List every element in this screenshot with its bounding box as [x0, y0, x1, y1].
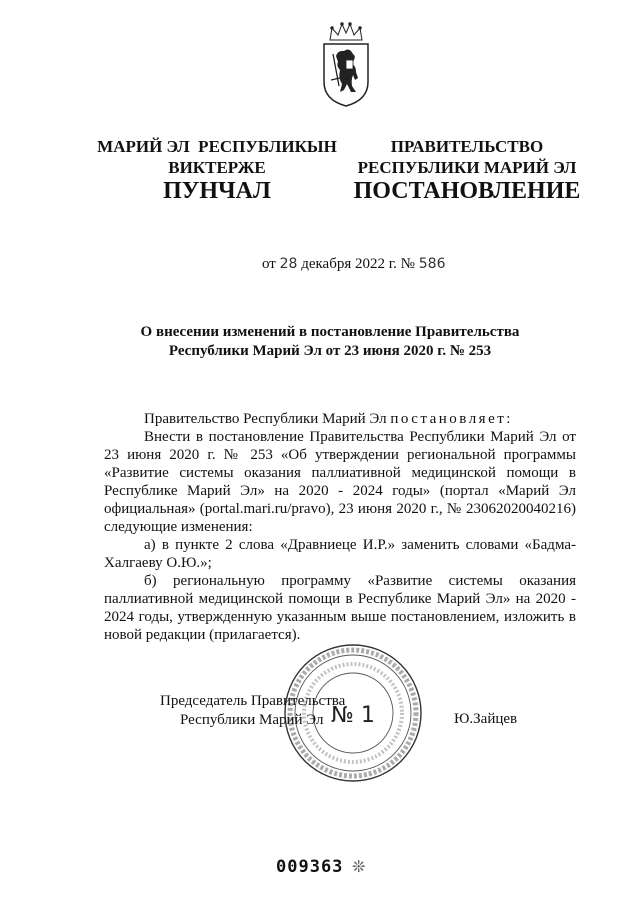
- signature-position: [160, 692, 345, 730]
- date-day: 28: [279, 256, 298, 272]
- header-left-line2: ВИКТЕРЖЕ: [168, 158, 266, 177]
- date-line: [262, 256, 445, 273]
- paragraph-a: а) в пункте 2 слова «Дравниеце И.Р.» заменить словами «Бадма-Халгаеву О.Ю.»;: [104, 537, 576, 571]
- header-left-authority: [92, 136, 342, 178]
- date-month-year: декабря 2022 г. №: [301, 256, 415, 272]
- snowflake-mark-icon: ❊: [352, 859, 366, 876]
- header-right-line1: ПРАВИТЕЛЬСТВО: [390, 137, 544, 156]
- signatory-name: Ю.Зайцев: [454, 711, 518, 727]
- coat-of-arms-icon: [318, 20, 374, 108]
- document-number: 586: [418, 256, 446, 272]
- header-left-line1: МАРИЙ ЭЛ РЕСПУБЛИКЫН: [97, 137, 337, 156]
- document-title: [100, 323, 560, 361]
- signature-position-line2: Республики Марий Эл: [180, 712, 324, 728]
- doc-type-left: ПУНЧАЛ: [163, 178, 271, 204]
- serial-number: 009363: [276, 857, 344, 877]
- date-prefix: от: [262, 256, 276, 272]
- document-body: [104, 410, 576, 644]
- doc-type-right: ПОСТАНОВЛЕНИЕ: [353, 178, 581, 204]
- seal-number: № 1: [331, 703, 375, 728]
- title-line1: О внесении изменений в постановление Правительства: [140, 324, 520, 340]
- header-right-authority: [352, 136, 582, 178]
- intro-text: Правительство Республики Марий Эл: [144, 411, 391, 427]
- header-right-line2: РЕСПУБЛИКИ МАРИЙ ЭЛ: [357, 158, 577, 177]
- title-line2: Республики Марий Эл от 23 июня 2020 г. № 253: [168, 343, 492, 359]
- paragraph-main: Внести в постановление Правительства Республики Марий Эл от 23 июня 2020 г. № 253 «Об утверждении региональной программы «Развитие системы оказания паллиативной медицинской помощи в Республике Марий Эл» на 2020 - 2024 годы» (портал «Марий Эл официальная» (portal.mari.ru/pravo), 23 июня 2020 г., № 23062020040216) следующие изменения:: [104, 429, 576, 535]
- intro-paragraph: [104, 410, 576, 428]
- signature-position-line1: Председатель Правительства: [160, 693, 346, 709]
- intro-resolves: постановляет:: [390, 411, 513, 427]
- paragraph-b: б) региональную программу «Развитие системы оказания паллиативной медицинской помощи в Республике Марий Эл» на 2020 - 2024 годы, утвержденную указанным выше постановлением, изложить в новой редакции (прилагается).: [104, 573, 576, 643]
